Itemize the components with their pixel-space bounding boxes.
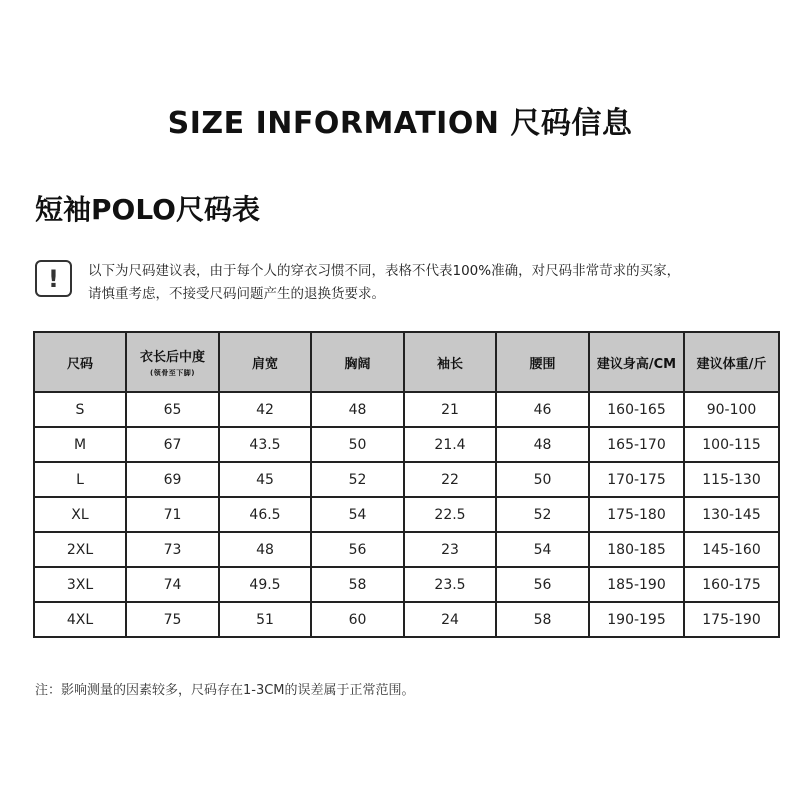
- size-label-cell: 4XL: [34, 602, 126, 637]
- table-cell: 190-195: [589, 602, 684, 637]
- table-cell: 100-115: [684, 427, 779, 462]
- page-title: SIZE INFORMATION 尺码信息: [167, 106, 633, 141]
- size-label-cell: XL: [34, 497, 126, 532]
- column-header-label: 衣长后中度: [139, 350, 205, 365]
- column-header: [34, 332, 126, 392]
- table-cell: 69: [126, 462, 219, 497]
- table-cell: 46.5: [219, 497, 311, 532]
- section-title: 短袖POLO尺码表: [35, 193, 260, 226]
- column-header: [684, 332, 779, 392]
- notice-line-2: 请慎重考虑，不接受尺码问题产生的退换货要求。: [88, 286, 385, 302]
- table-cell: 74: [126, 567, 219, 602]
- table-cell: 58: [311, 567, 404, 602]
- column-header-sublabel: (领骨至下脚): [150, 369, 195, 377]
- table-cell: 180-185: [589, 532, 684, 567]
- size-label-cell: L: [34, 462, 126, 497]
- column-header: [404, 332, 496, 392]
- table-cell: 22: [404, 462, 496, 497]
- column-header: [126, 332, 219, 392]
- table-row: [34, 497, 779, 532]
- table-cell: 50: [311, 427, 404, 462]
- table-header-row: [34, 332, 779, 392]
- exclamation-icon: !: [35, 260, 72, 297]
- table-cell: 58: [496, 602, 589, 637]
- table-cell: 160-165: [589, 392, 684, 427]
- table-row: [34, 427, 779, 462]
- table-cell: 49.5: [219, 567, 311, 602]
- table-cell: 65: [126, 392, 219, 427]
- table-cell: 45: [219, 462, 311, 497]
- table-cell: 22.5: [404, 497, 496, 532]
- column-header-label: 袖长: [436, 356, 463, 372]
- table-cell: 90-100: [684, 392, 779, 427]
- column-header-label: 建议体重/斤: [696, 356, 767, 372]
- table-cell: 43.5: [219, 427, 311, 462]
- table-cell: 130-145: [684, 497, 779, 532]
- size-label-cell: S: [34, 392, 126, 427]
- table-cell: 160-175: [684, 567, 779, 602]
- table-cell: 170-175: [589, 462, 684, 497]
- column-header: [496, 332, 589, 392]
- table-cell: 23.5: [404, 567, 496, 602]
- table-cell: 165-170: [589, 427, 684, 462]
- table-cell: 52: [496, 497, 589, 532]
- size-table: [33, 331, 780, 638]
- table-cell: 56: [496, 567, 589, 602]
- size-label-cell: M: [34, 427, 126, 462]
- table-cell: 48: [496, 427, 589, 462]
- table-cell: 175-180: [589, 497, 684, 532]
- column-header: [311, 332, 404, 392]
- table-cell: 75: [126, 602, 219, 637]
- table-cell: 52: [311, 462, 404, 497]
- table-cell: 24: [404, 602, 496, 637]
- column-header-label: 肩宽: [251, 356, 278, 372]
- table-cell: 21: [404, 392, 496, 427]
- table-cell: 60: [311, 602, 404, 637]
- table-row: [34, 567, 779, 602]
- table-cell: 73: [126, 532, 219, 567]
- table-cell: 48: [311, 392, 404, 427]
- column-header-label: 腰围: [529, 356, 556, 372]
- notice-line-1: 以下为尺码建议表，由于每个人的穿衣习惯不同，表格不代表100%准确，对尺码非常苛求的买家，: [88, 263, 681, 279]
- column-header: [219, 332, 311, 392]
- table-cell: 185-190: [589, 567, 684, 602]
- table-row: [34, 462, 779, 497]
- table-cell: 50: [496, 462, 589, 497]
- table-cell: 145-160: [684, 532, 779, 567]
- notice-text: [88, 260, 788, 306]
- table-cell: 51: [219, 602, 311, 637]
- table-body: [34, 392, 779, 637]
- column-header-label: 尺码: [66, 356, 93, 372]
- column-header-label: 胸阔: [344, 356, 371, 372]
- column-header-label: 建议身高/CM: [596, 356, 677, 372]
- table-cell: 56: [311, 532, 404, 567]
- table-cell: 115-130: [684, 462, 779, 497]
- table-cell: 42: [219, 392, 311, 427]
- table-row: [34, 392, 779, 427]
- table-cell: 21.4: [404, 427, 496, 462]
- column-header: [589, 332, 684, 392]
- table-cell: 175-190: [684, 602, 779, 637]
- table-cell: 54: [311, 497, 404, 532]
- size-label-cell: 2XL: [34, 532, 126, 567]
- table-cell: 48: [219, 532, 311, 567]
- table-cell: 71: [126, 497, 219, 532]
- table-row: [34, 532, 779, 567]
- table-row: [34, 602, 779, 637]
- footnote: 注：影响测量的因素较多，尺码存在1-3CM的误差属于正常范围。: [35, 683, 415, 698]
- table-cell: 54: [496, 532, 589, 567]
- size-label-cell: 3XL: [34, 567, 126, 602]
- table-cell: 23: [404, 532, 496, 567]
- table-cell: 46: [496, 392, 589, 427]
- table-cell: 67: [126, 427, 219, 462]
